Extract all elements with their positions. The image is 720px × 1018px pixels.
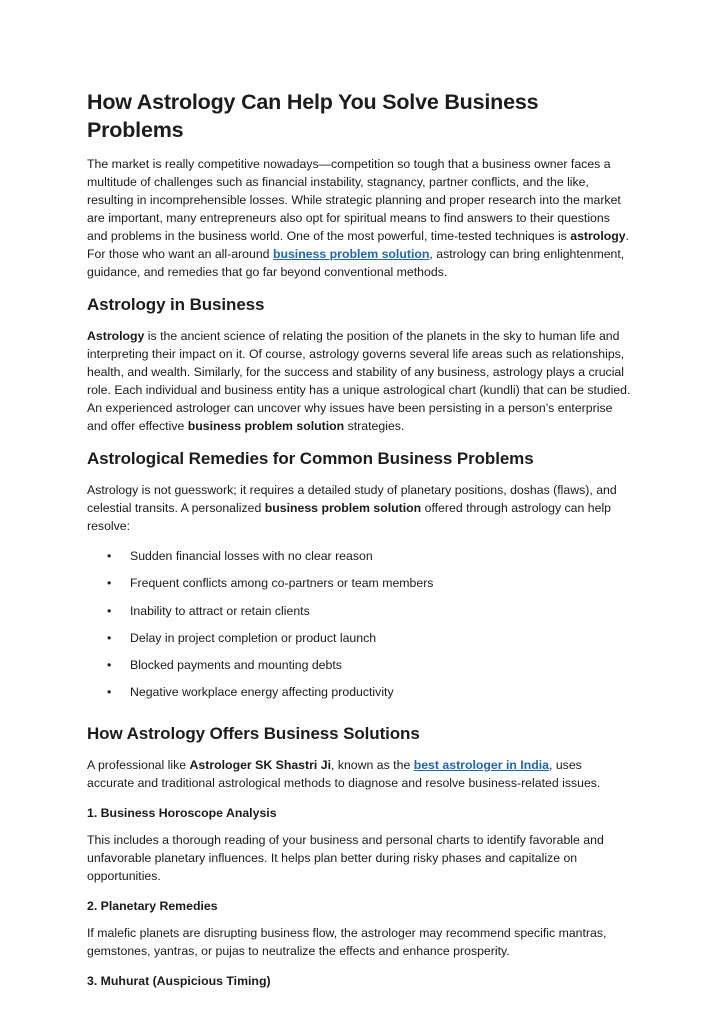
list-item-text: Delay in project completion or product launch — [130, 630, 377, 645]
list-item-text: Blocked payments and mounting debts — [130, 658, 342, 673]
bullet-icon: • — [107, 603, 112, 618]
section1-text-2: strategies. — [344, 419, 405, 433]
list-item — [87, 656, 632, 683]
bullet-icon: • — [107, 576, 112, 591]
section3-text-3: , uses accurate and traditional astrological methods to diagnose and resolve business-related issues. — [87, 757, 601, 790]
section1-text-1: is the ancient science of relating the position of the planets in the sky to human life and interpreting their impact on it. Of course, astrology governs several life areas such as relationships, health, and wealth. Similarly, for the success and stability of any business, astrology plays a crucial role. Each individual and business entity has a unique astrological chart (kundli) that can be studied. An experienced astrologer can uncover why issues have been persisting in a person’s enterprise and offer effective — [87, 329, 631, 433]
section2-bold-solution: business problem solution — [264, 501, 422, 515]
bullet-icon: • — [107, 658, 112, 673]
section2-text-1: Astrology is not guesswork; it requires a detailed study of planetary positions, doshas (flaws), and celestial transits. A personalized — [87, 483, 617, 515]
intro-text-2: . For those who want an all-around — [87, 229, 630, 261]
list-item — [87, 574, 632, 601]
intro-text-1: The market is really competitive nowadays—competition so tough that a business owner faces a multitude of challenges such as financial instability, stagnancy, partner conflicts, and the like, resulting in incomprehensible losses. While strategic planning and proper research into the market are important, many entrepreneurs also opt for spiritual means to find answers to their questions and problems in the business world. One of the most powerful, time-tested techniques is — [87, 157, 621, 243]
list-item — [87, 602, 632, 629]
page-title: How Astrology Can Help You Solve Business Problems — [87, 90, 539, 142]
list-item-text: Sudden financial losses with no clear reason — [130, 549, 373, 563]
section1-paragraph — [87, 327, 632, 435]
planetary-remedies-paragraph: If malefic planets are disrupting business flow, the astrologer may recommend specific mantras, gemstones, yantras, or pujas to neutralize the effects and enhance prosperity. — [87, 925, 607, 958]
section3-paragraph — [87, 756, 632, 792]
section1-bold-solution: business problem solution — [187, 419, 345, 433]
intro-paragraph — [87, 155, 632, 281]
list-item-text: Negative workplace energy affecting productivity — [130, 685, 394, 700]
section-heading-remedies: Astrological Remedies for Common Business Problems — [87, 449, 534, 468]
list-item-text: Frequent conflicts among co-partners or team members — [130, 576, 434, 591]
subheading-muhurat: 3. Muhurat (Auspicious Timing) — [87, 973, 271, 988]
best-astrologer-link[interactable]: best astrologer in India — [413, 757, 549, 772]
section3-text-1: A professional like — [87, 757, 190, 772]
section-heading-solutions: How Astrology Offers Business Solutions — [87, 723, 420, 743]
subheading-planetary-remedies: 2. Planetary Remedies — [87, 898, 218, 913]
section2-text-2: offered through astrology can help resolve: — [87, 501, 612, 533]
list-item — [87, 629, 632, 656]
horoscope-analysis-paragraph: This includes a thorough reading of your business and personal charts to identify favorable and unfavorable planetary influences. It helps plan better during risky phases and capitalize on opportunities. — [87, 832, 604, 883]
section1-bold-astrology: Astrology — [87, 329, 145, 343]
problems-list — [87, 547, 632, 711]
section2-paragraph — [87, 481, 632, 535]
section-heading-astrology-in-business: Astrology in Business — [87, 295, 265, 314]
intro-bold-astrology: astrology — [570, 229, 626, 243]
business-problem-solution-link[interactable]: business problem solution — [272, 247, 430, 261]
document-page — [87, 88, 632, 999]
list-item — [87, 547, 632, 574]
subheading-horoscope-analysis: 1. Business Horoscope Analysis — [87, 805, 277, 820]
section3-text-2: , known as the — [330, 757, 414, 772]
section3-bold-astrologer: Astrologer SK Shastri Ji — [189, 757, 331, 772]
list-item — [87, 683, 632, 710]
bullet-icon: • — [107, 549, 112, 563]
bullet-icon: • — [107, 630, 112, 645]
bullet-icon: • — [107, 685, 112, 700]
intro-text-3: , astrology can bring enlightenment, guidance, and remedies that go far beyond conventional methods. — [87, 247, 625, 279]
list-item-text: Inability to attract or retain clients — [130, 603, 310, 618]
